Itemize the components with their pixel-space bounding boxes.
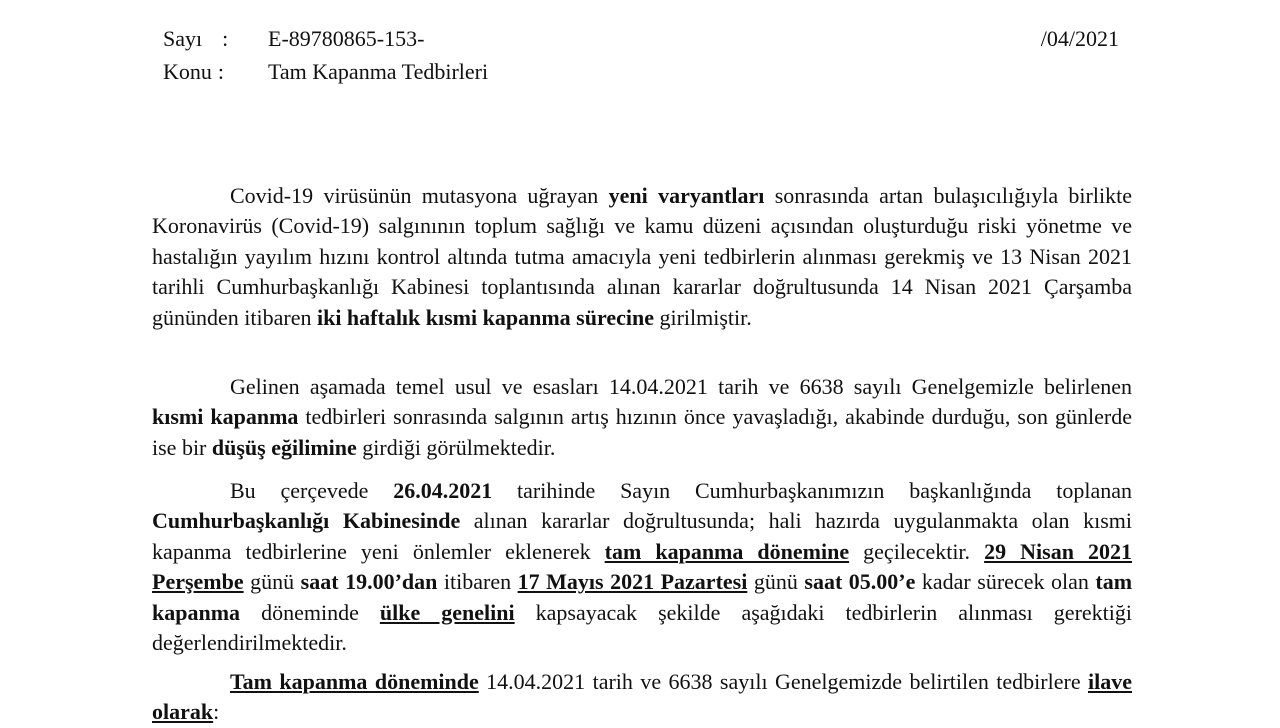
bold-segment: iki haftalık kısmi kapanma sürecine <box>316 304 654 330</box>
text-segment: döneminde <box>240 599 380 625</box>
text-segment: geçilecektir. <box>849 538 985 564</box>
bold-segment: 26.04.2021 <box>393 478 493 503</box>
konu-label-row <box>163 57 224 87</box>
konu-colon: : <box>217 59 225 84</box>
text-segment: : <box>213 699 220 725</box>
text-segment: günü <box>747 569 805 595</box>
konu-value: Tam Kapanma Tedbirleri <box>268 59 489 84</box>
bold-segment: tam kapanma <box>152 569 1133 625</box>
bold-underlined-segment: 29 Nisan 2021 Perşembe <box>152 538 1133 595</box>
sayi-colon: : <box>222 26 229 51</box>
text-segment: Gelinen aşamada temel usul ve esasları 14.04.2021 tarih ve 6638 sayılı Genelgemizle belirlenen <box>230 374 1132 399</box>
bold-underlined-segment: tam kapanma dönemine <box>604 538 850 564</box>
bold-segment: saat 19.00’dan <box>300 569 438 595</box>
text-segment: kadar sürecek olan <box>915 569 1096 595</box>
bold-segment: kısmi kapanma <box>152 404 299 430</box>
text-segment: girilmiştir. <box>653 304 752 330</box>
bold-segment: düşüş eğilimine <box>211 434 357 460</box>
bold-underlined-segment: Tam kapanma döneminde <box>230 669 479 694</box>
paragraph-3 <box>152 476 1132 658</box>
paragraph-4 <box>152 667 1132 728</box>
sayi-label: Sayı <box>163 26 203 51</box>
text-segment: itibaren <box>437 569 518 595</box>
bold-underlined-segment: ilave olarak <box>152 669 1133 725</box>
paragraph-2 <box>152 372 1132 463</box>
konu-label: Konu <box>163 59 212 84</box>
bold-segment: yeni varyantları <box>608 183 765 208</box>
sayi-label-row <box>163 24 228 54</box>
text-segment: sonrasında artan bulaşıcılığıyla birlikte Koronavirüs (Covid-19) salgınının toplum sağlığı ve kamu düzeni açısından oluşturduğu riski yönetme ve hastalığın yayılım hızını kontrol altında tutma amacıyla yeni tedbirlerin alınması gerekmiş ve 13 Nisan 2021 tarihli Cumhurbaşkanlığı Kabinesi toplantısında alınan kararlar doğrultusunda 14 Nisan 2021 Çarşamba gününden itibaren <box>152 183 1132 330</box>
text-segment: tarihinde Sayın Cumhurbaşkanımızın başkanlığında toplanan <box>492 478 1132 503</box>
text-segment: kapsayacak şekilde aşağıdaki tedbirlerin alınması gerektiği değerlendirilmektedir. <box>152 599 1132 656</box>
bold-segment: Cumhurbaşkanlığı Kabinesinde <box>152 508 461 534</box>
text-segment: 14.04.2021 tarih ve 6638 sayılı Genelgemizde belirtilen tedbirlere <box>478 669 1089 694</box>
paragraph-1 <box>152 181 1132 333</box>
text-segment: Bu çerçevede <box>230 478 394 503</box>
text-segment: tedbirleri sonrasında salgının artış hızının önce yavaşladığı, akabinde durduğu, son günlerde ise bir <box>152 404 1132 460</box>
bold-underlined-segment: ülke genelini <box>379 599 515 625</box>
sayi-value: E-89780865-153- <box>268 26 425 51</box>
document-date: /04/2021 <box>1040 26 1119 51</box>
text-segment: alınan kararlar doğrultusunda; hali hazırda uygulanmakta olan kısmi kapanma tedbirlerine yeni önlemler eklenerek <box>152 508 1132 564</box>
text-segment: günü <box>243 569 301 595</box>
bold-underlined-segment: 17 Mayıs 2021 Pazartesi <box>517 569 748 595</box>
text-segment: girdiği görülmektedir. <box>356 434 556 460</box>
text-segment: Covid-19 virüsünün mutasyona uğrayan <box>230 183 609 208</box>
bold-segment: saat 05.00’e <box>804 569 916 595</box>
